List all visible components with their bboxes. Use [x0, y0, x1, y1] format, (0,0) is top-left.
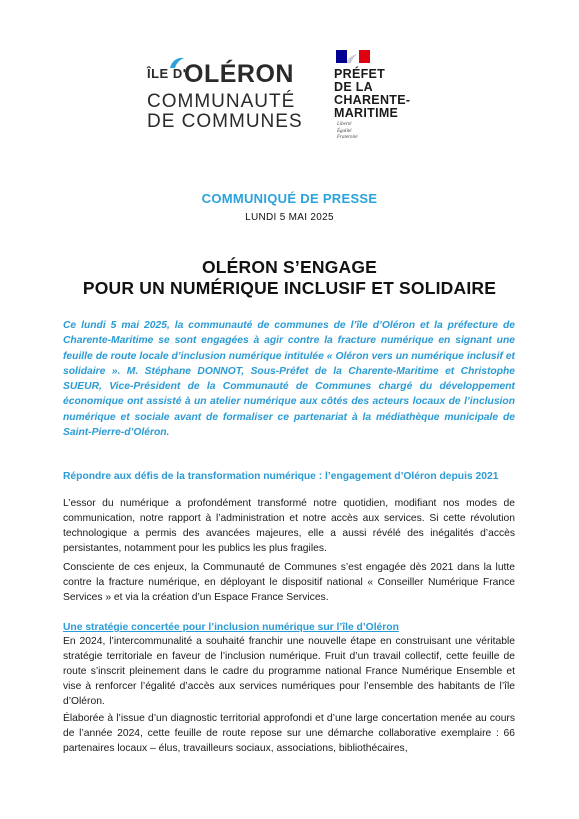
section1-title: Répondre aux défis de la transformation numérique : l’engagement d’Oléron depuis 2021: [63, 471, 499, 482]
logo-prefet-motto: [337, 122, 358, 142]
logo-oleron-line1: COMMUNAUTÉ: [147, 91, 296, 112]
section2-paragraph1: En 2024, l’intercommunalité a souhaité franchir une nouvelle étape en construisant une véritable stratégie territoriale en faveur de l’inclusion numérique. Fruit d’un travail collectif, cette feuille de route s’inscrit pleinement dans le cadre du programme national France Numérique Ensemble et vise à renforcer l’égalité d’accès aux services numériques pour l’ensemble des habitants de l’île d’Oléron.: [63, 636, 515, 707]
logo-prefet-text: [334, 68, 410, 120]
prefet-line: MARITIME: [334, 106, 399, 120]
headline-line1: OLÉRON S’ENGAGE: [201, 257, 378, 277]
headline-line2: POUR UN NUMÉRIQUE INCLUSIF ET SOLIDAIRE: [82, 278, 497, 298]
prefet-line: PRÉFET: [334, 67, 386, 81]
press-release-date: LUNDI 5 MAI 2025: [245, 212, 334, 223]
press-release-title: COMMUNIQUÉ DE PRESSE: [201, 191, 378, 206]
prefet-line: DE LA: [334, 80, 373, 94]
lead-paragraph: Ce lundi 5 mai 2025, la communauté de communes de l’île d’Oléron et la préfecture de Charente-Maritime se sont engagées à agir contre la fracture numérique en signant une feuille de route locale d’inclusion numérique intitulée « Oléron vers un numérique inclusif et solidaire ». M. Stéphane DONNOT, Sous-Préfet de la Charente-Maritime et Christophe SUEUR, Vice-Président de la Communauté de Communes chargé du développement économique ont assisté à un atelier numérique aux côtés des acteurs locaux de l’inclusion numérique et sociale avant de formaliser ce partenariat à la médiathèque municipale de Saint-Pierre-d’Oléron.: [63, 320, 515, 439]
motto-line: Liberté: [337, 122, 352, 127]
logo-oleron-line2: DE COMMUNES: [147, 111, 303, 132]
section2-paragraph2: Élaborée à l’issue d’un diagnostic territorial approfondi et d’une large concertation menée au cours de l’année 2024, cette feuille de route repose sur une démarche collaborative exemplaire : 66 partenaires locaux – élus, travailleurs sociaux, associations, bibliothécaires,: [63, 713, 515, 754]
section2-title: Une stratégie concertée pour l’inclusion numérique sur l’île d’Oléron: [63, 622, 399, 633]
section1-paragraph2: Consciente de ces enjeux, la Communauté de Communes s’est engagée dès 2021 dans la lutte contre la fracture numérique, en déployant le dispositif national « Conseiller Numérique France Services » et via la création d’un Espace France Services.: [63, 562, 515, 603]
prefet-line: CHARENTE-: [334, 93, 411, 107]
logo-oleron-title: OLÉRON: [184, 60, 294, 88]
logo-oleron-ile: ÎLE D': [147, 66, 187, 81]
section1-paragraph1: L’essor du numérique a profondément transformé notre quotidien, modifiant nos modes de communication, notre rapport à l’administration et notre accès aux services. Si cette révolution technologique a permis des avancées majeures, elle a aussi révélé des inégalités d’accès persistantes, notamment pour les publics les plus fragiles.: [63, 498, 515, 554]
motto-line: Égalité: [337, 128, 352, 134]
motto-line: Fraternité: [337, 135, 358, 140]
marianne-flag-icon: [336, 50, 370, 63]
